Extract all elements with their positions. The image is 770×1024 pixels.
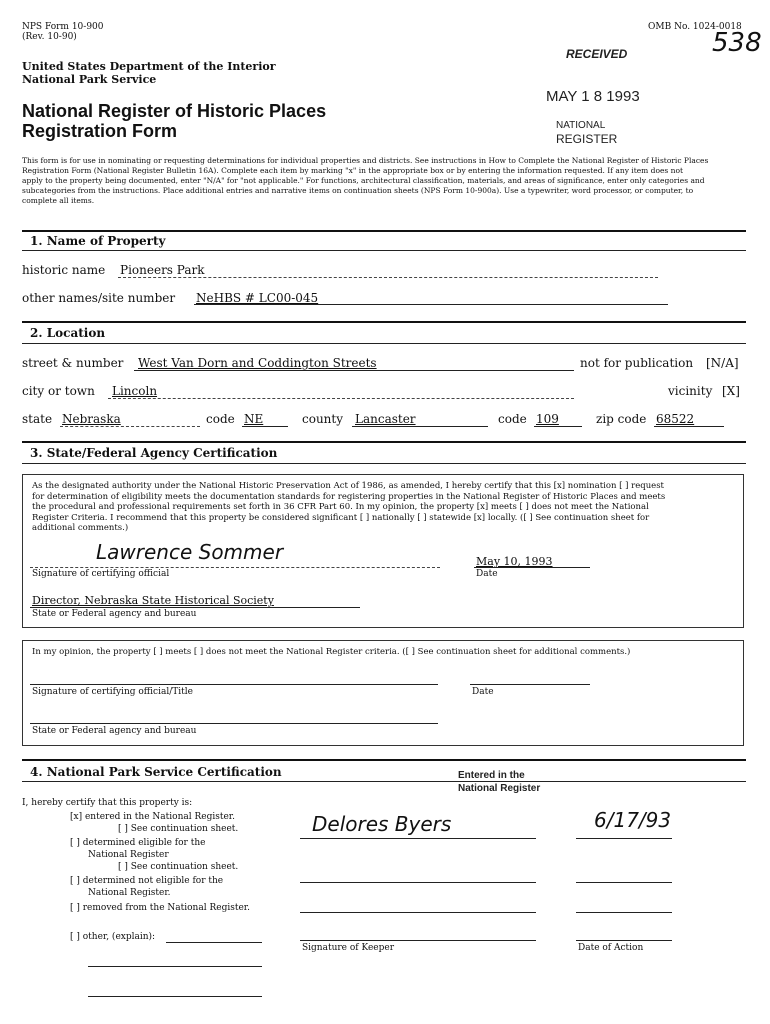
section-divider [22, 759, 746, 761]
opinion-text: In my opinion, the property [ ] meets [ ] does not meet the National Register criteria. ([ ] See continuation sheet for additional comments.) [32, 647, 631, 657]
signature-line [30, 684, 438, 685]
county-code-label: code [498, 412, 527, 426]
register-stamp-line1: NATIONAL [556, 120, 606, 131]
historic-name-value[interactable]: Pioneers Park [120, 263, 205, 277]
date-line [470, 684, 590, 685]
signature-line [30, 567, 440, 568]
historic-name-line [118, 277, 658, 278]
explain-line [88, 966, 262, 967]
instructions-line: subcategories from the instructions. Place additional entries and narrative items on continuation sheets (NPS Form 10-900a). Use a typewriter, word processor, or computer, to [22, 186, 694, 195]
certification-line: As the designated authority under the National Historic Preservation Act of 1986, as amended, I hereby certify that this [x] nomination [ ] request [32, 481, 664, 491]
register-stamp-line2: REGISTER [556, 132, 618, 146]
option-continuation[interactable]: [ ] See continuation sheet. [118, 824, 239, 834]
signature-line [300, 882, 536, 883]
explain-line [166, 942, 262, 943]
section-divider [22, 230, 746, 232]
section3-heading: 3. State/Federal Agency Certification [30, 446, 278, 460]
state-code-value[interactable]: NE [244, 412, 264, 426]
state-line [60, 426, 200, 427]
section4-heading: 4. National Park Service Certification [30, 765, 282, 779]
agency-label: State or Federal agency and bureau [32, 609, 197, 619]
agency-label: State or Federal agency and bureau [32, 726, 197, 736]
county-value[interactable]: Lancaster [355, 412, 416, 426]
other-names-label: other names/site number [22, 291, 176, 305]
city-line [108, 398, 574, 399]
form-title: National Register of Historic Places [22, 101, 327, 121]
not-for-publication-value[interactable]: [N/A] [706, 356, 739, 370]
date-label: Date [472, 687, 494, 697]
form-number: NPS Form 10-900 [22, 22, 104, 32]
instructions-paragraph [22, 156, 752, 206]
certification-line: Register Criteria. I recommend that this property be considered significant [ ] nationally [ ] statewide [x] locally. ([ ] See continuation sheet for [32, 512, 650, 523]
historic-name-label: historic name [22, 263, 106, 277]
zip-label: zip code [596, 412, 647, 426]
entered-stamp-line1: Entered in the [458, 770, 525, 781]
agency-line [30, 723, 438, 724]
option-text: National Register. [88, 888, 171, 898]
county-code-value[interactable]: 109 [536, 412, 559, 426]
action-date-handwritten: 6/17/93 [594, 808, 672, 832]
certification-text [32, 481, 738, 534]
other-names-line [194, 304, 668, 305]
street-line [134, 370, 574, 371]
option-continuation[interactable]: [ ] See continuation sheet. [118, 862, 239, 872]
section-divider [22, 463, 746, 464]
county-code-line [534, 426, 582, 427]
signature-title-label: Signature of certifying official/Title [32, 687, 193, 697]
handwritten-number: 538 [712, 28, 762, 58]
received-date-stamp: MAY 1 8 1993 [546, 88, 640, 105]
section-divider [22, 321, 746, 323]
section-divider [22, 781, 746, 782]
street-label: street & number [22, 356, 124, 370]
certification-line: the procedural and professional requirements set forth in 36 CFR Part 60. In my opinion, the property [x] meets [ ] does not meet the National [32, 502, 649, 512]
signature-label: Signature of certifying official [32, 569, 170, 579]
section1-heading: 1. Name of Property [30, 234, 166, 248]
section-divider [22, 343, 746, 344]
certification-line: additional comments.) [32, 523, 129, 533]
action-date-label: Date of Action [578, 943, 644, 953]
agency-value[interactable]: Director, Nebraska State Historical Society [32, 594, 274, 607]
option-removed[interactable]: [ ] removed from the National Register. [70, 903, 250, 913]
option-entered[interactable]: [x] entered in the National Register. [70, 812, 235, 822]
certifying-signature: Lawrence Sommer [96, 540, 284, 564]
signature-line [300, 912, 536, 913]
form-revision: (Rev. 10-90) [22, 32, 77, 42]
explain-line [88, 996, 262, 997]
county-label: county [302, 412, 344, 426]
agency-line [30, 607, 360, 608]
certification-date-value[interactable]: May 10, 1993 [476, 555, 553, 568]
option-text: National Register [88, 850, 169, 860]
received-stamp: RECEIVED [566, 47, 628, 61]
state-code-label: code [206, 412, 235, 426]
signature-line [300, 838, 536, 839]
street-value[interactable]: West Van Dorn and Coddington Streets [138, 356, 377, 370]
county-line [352, 426, 488, 427]
instructions-line: Registration Form (National Register Bulletin 16A). Complete each item by marking "x" in the appropriate box or by entering the information requested. If any item does not [22, 166, 684, 175]
date-line [576, 882, 672, 883]
vicinity-value[interactable]: [X] [722, 384, 740, 398]
zip-value[interactable]: 68522 [656, 412, 695, 426]
other-names-value[interactable]: NeHBS # LC00-045 [196, 291, 319, 305]
state-label: state [22, 412, 53, 426]
instructions-line: apply to the property being documented, enter "N/A" for "not applicable." For functions, architectural classification, materials, and areas of significance, enter only categories and [22, 176, 705, 185]
city-label: city or town [22, 384, 95, 398]
certify-statement: I, hereby certify that this property is: [22, 798, 193, 808]
entered-stamp-line2: National Register [458, 783, 541, 794]
option-determined-not-eligible[interactable]: [ ] determined not eligible for the [70, 876, 224, 886]
form-subtitle: Registration Form [22, 121, 178, 141]
city-value[interactable]: Lincoln [112, 384, 158, 398]
state-code-line [242, 426, 288, 427]
not-for-publication-label: not for publication [580, 356, 694, 370]
certification-date-label: Date [476, 569, 498, 579]
option-determined-eligible[interactable]: [ ] determined eligible for the [70, 838, 206, 848]
signature-line [300, 940, 536, 941]
omb-number: OMB No. 1024-0018 [648, 22, 742, 32]
date-line [474, 567, 590, 568]
date-line [576, 838, 672, 839]
option-other[interactable]: [ ] other, (explain): [70, 932, 156, 942]
keeper-label: Signature of Keeper [302, 943, 395, 953]
section-divider [22, 441, 746, 443]
zip-line [654, 426, 724, 427]
keeper-signature: Delores Byers [312, 812, 452, 836]
date-line [576, 912, 672, 913]
department-name: United States Department of the Interior [22, 60, 276, 73]
vicinity-label: vicinity [668, 384, 713, 398]
instructions-line: complete all items. [22, 196, 95, 205]
section-divider [22, 250, 746, 251]
instructions-line: This form is for use in nominating or requesting determinations for individual properties and districts. See instructions in How to Complete the National Register of Historic Places [22, 156, 709, 165]
service-name: National Park Service [22, 73, 157, 86]
date-line [576, 940, 672, 941]
state-value[interactable]: Nebraska [62, 412, 121, 426]
section2-heading: 2. Location [30, 326, 106, 340]
certification-line: for determination of eligibility meets the documentation standards for registering properties in the National Register of Historic Places and meets [32, 491, 666, 502]
